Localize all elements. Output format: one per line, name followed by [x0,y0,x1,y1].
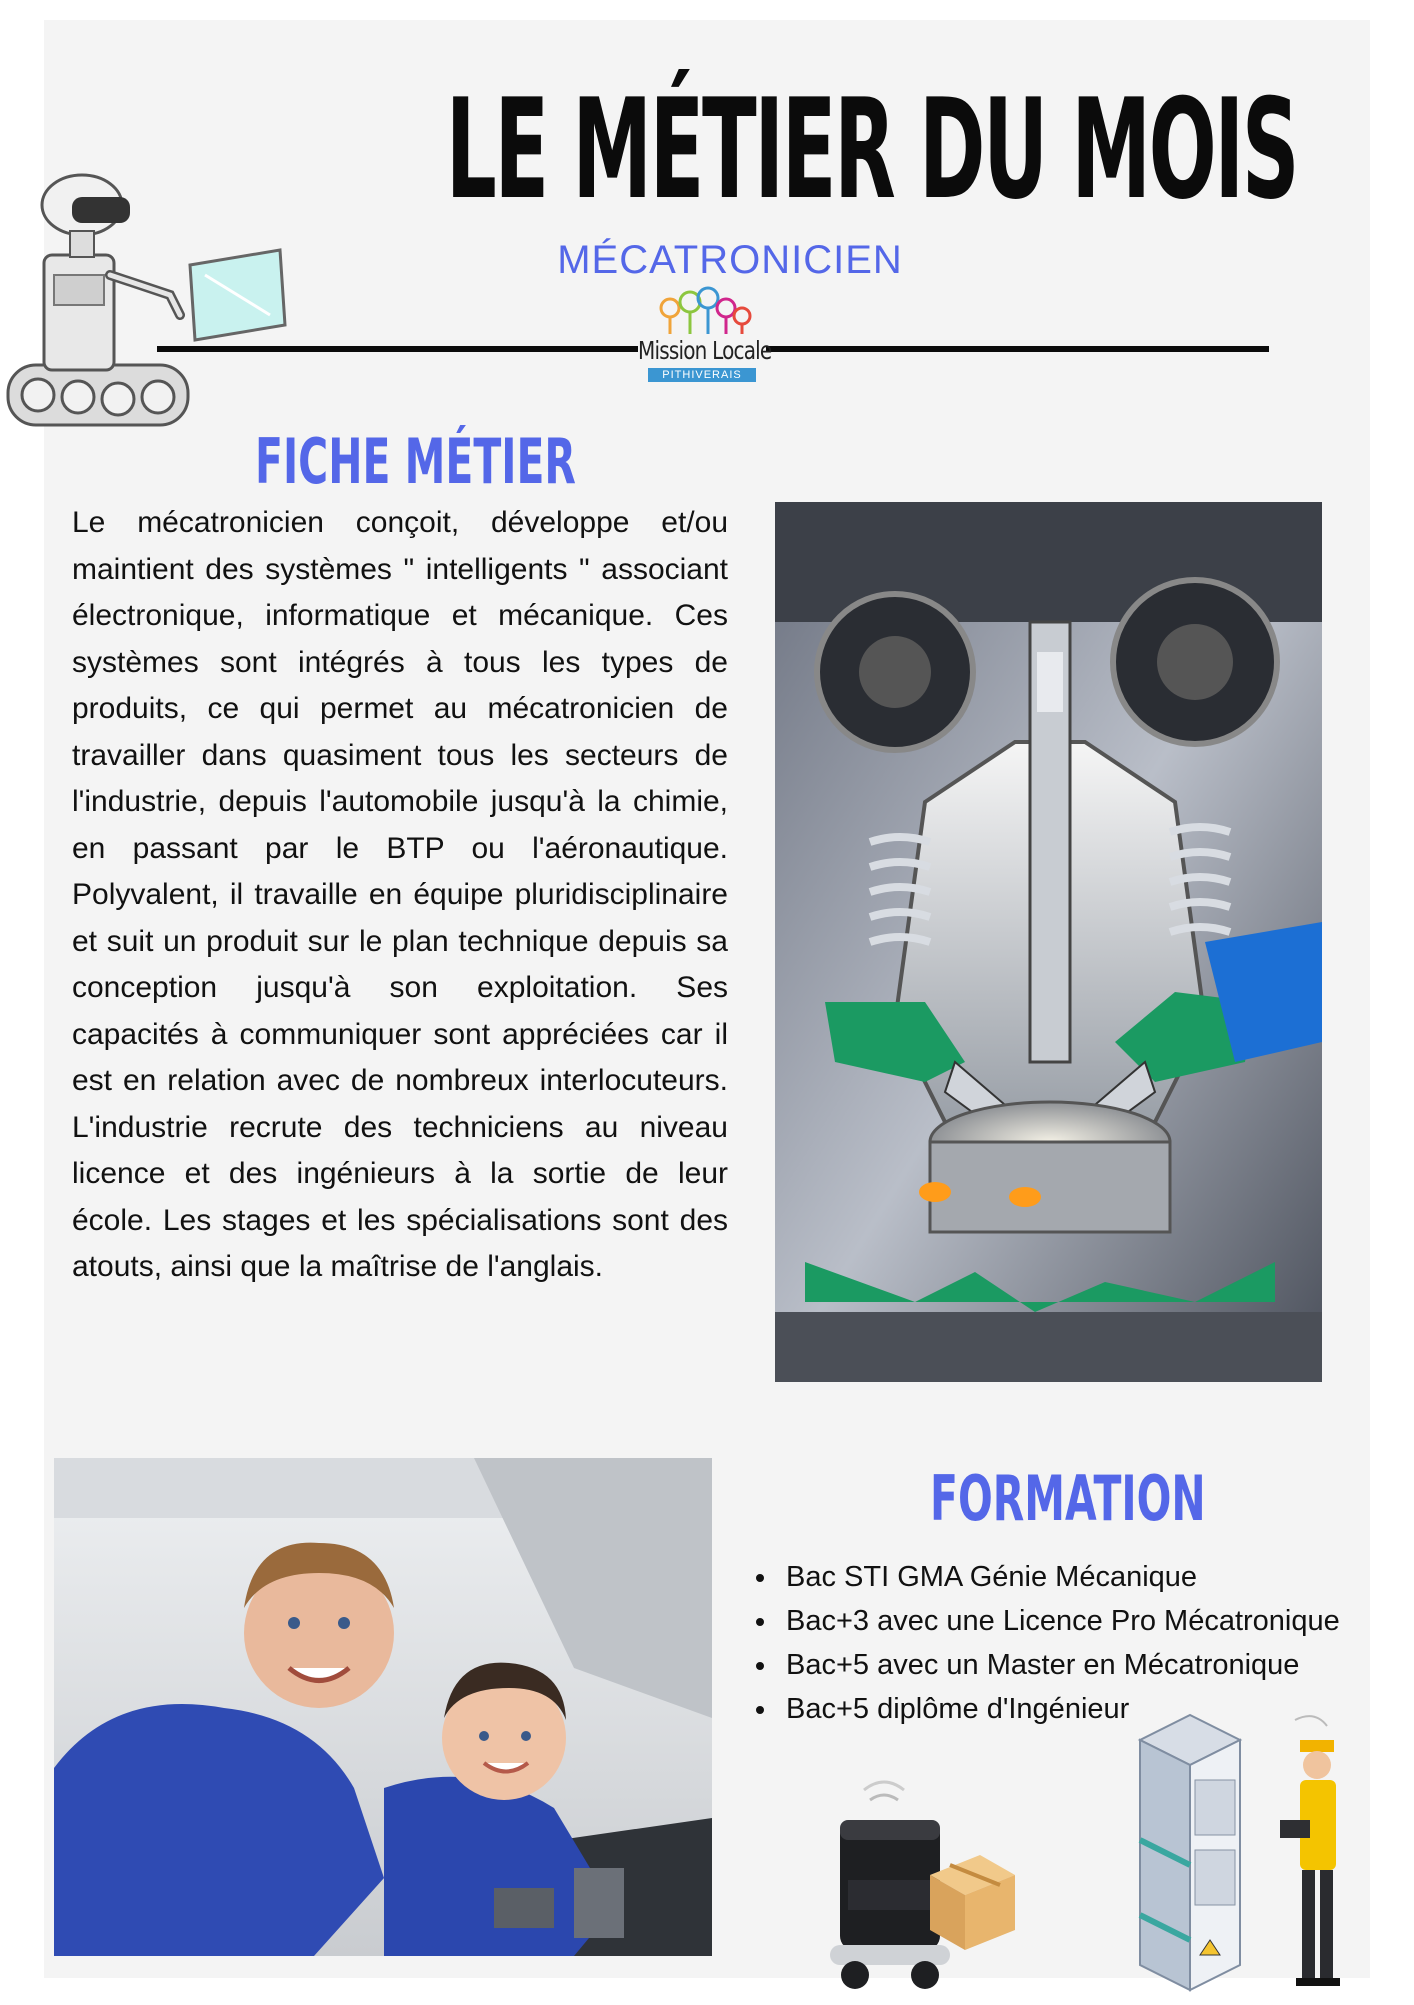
fiche-metier-text: Le mécatronicien conçoit, développe et/ou maintient des systèmes " intelligents " associant électronique, informatique et mécanique. Ces systèmes sont intégrés à tous les types de produits, ce qui permet au mécatronicien de travailler dans quasiment tous les secteurs de l'industrie, depuis l'automobile jusqu'à la chimie, en passant par le BTP ou l'aéronautique. Polyvalent, il travaille en équipe pluridisciplinaire et suit un produit sur le plan technique depuis sa conception jusqu'à son exploitation. Ses capacités à communiquer sont appréciées car il est en relation avec de nombreux interlocuteurs. L'industrie recrute des techniciens au niveau licence et des ingénieurs à la sortie de leur école. Les stages et les spécialisations sont des atouts, ainsi que la maîtrise de l'anglais. [72,506,728,1283]
server-rack-engineer-icon [1130,1700,1370,2005]
formation-item: Bac+5 avec un Master en Mécatronique [752,1643,1372,1687]
engine-cutaway-photo [775,502,1322,1382]
fiche-metier-heading: FICHE MÉTIER [255,425,576,498]
formation-item: Bac+3 avec une Licence Pro Mécatronique [752,1599,1372,1643]
logo-tag: PITHIVERAIS [648,368,755,382]
mechanics-photo [54,1458,712,1956]
job-subtitle: MÉCATRONICIEN [557,238,903,282]
people-pins-icon [642,286,762,338]
mission-locale-logo [622,286,782,411]
delivery-robot-icon [820,1770,1020,2000]
logo-name: Mission Locale [638,336,772,365]
formation-heading: FORMATION [930,1462,1206,1535]
formation-item: Bac+5 diplôme d'Ingénieur [752,1687,1372,1731]
formation-item: Bac STI GMA Génie Mécanique [752,1555,1372,1599]
page-title: LE MÉTIER DU MOIS [445,69,1298,230]
